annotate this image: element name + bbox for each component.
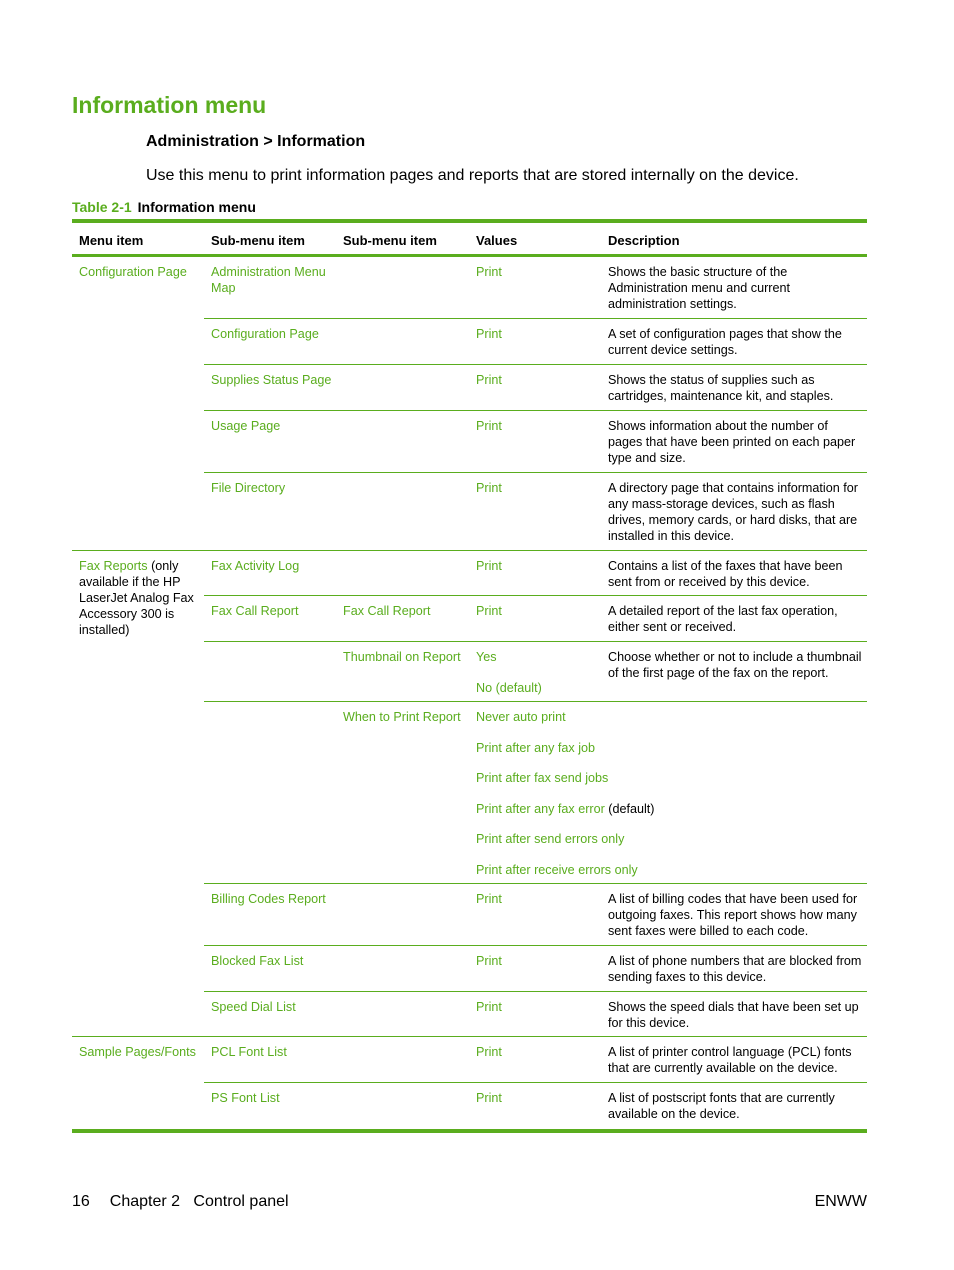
table-row <box>72 642 867 702</box>
table-row <box>72 473 867 551</box>
menu-item-link[interactable]: Sample Pages/Fonts <box>79 1045 196 1059</box>
menu-item-link[interactable]: Fax Reports <box>79 559 148 573</box>
description-text: A list of billing codes that have been used for outgoing faxes. This report shows how many sent faxes were billed to each code. <box>608 892 858 938</box>
value-link[interactable]: Print <box>476 1000 502 1014</box>
footer-chapter: Chapter 2 <box>109 1193 181 1210</box>
table-caption-number: Table 2-1 <box>72 199 132 215</box>
information-menu-table <box>72 219 867 1133</box>
table-row <box>72 702 867 884</box>
description-text: A set of configuration pages that show the current device settings. <box>608 327 842 357</box>
value-option[interactable]: Print after fax send jobs <box>476 771 609 786</box>
value-link[interactable]: Print <box>476 604 502 618</box>
description-text: A detailed report of the last fax operation, either sent or received. <box>608 604 838 634</box>
table-row <box>72 1083 867 1129</box>
sub-menu-item-link[interactable]: Fax Call Report <box>211 604 299 618</box>
table-caption-title: Information menu <box>137 199 256 215</box>
header-sub-menu-item: Sub-menu item <box>211 233 305 248</box>
value-option[interactable]: Print after any fax job <box>476 740 596 755</box>
description-text: A list of printer control language (PCL) fonts that are currently available on the device. <box>608 1045 852 1075</box>
value-link[interactable]: Print <box>476 1045 502 1059</box>
table-row <box>72 365 867 411</box>
table-row <box>72 946 867 992</box>
sub-menu-item-link[interactable]: Billing Codes Report <box>211 892 326 906</box>
sub-menu-item-2-link[interactable]: When to Print Report <box>343 710 461 724</box>
values-list <box>476 709 666 893</box>
sub-menu-item-link[interactable]: PCL Font List <box>211 1045 287 1059</box>
page-number: 16 <box>72 1193 90 1210</box>
intro-paragraph: Use this menu to print information pages and reports that are stored internally on the device. <box>146 167 799 184</box>
description-text: Shows information about the number of pages that have been printed on each paper type and size. <box>608 419 856 465</box>
footer-left <box>72 1193 289 1211</box>
description-text: Contains a list of the faxes that have been sent from or received by this device. <box>608 559 843 589</box>
description-text: Shows the speed dials that have been set up for this device. <box>608 1000 859 1030</box>
table-row <box>72 257 867 319</box>
table-row <box>72 319 867 365</box>
value-link[interactable]: Print <box>476 559 502 573</box>
value-option-no-default[interactable]: No (default) <box>476 680 542 695</box>
sub-menu-item-link[interactable]: Supplies Status Page <box>211 373 332 387</box>
table-caption <box>72 199 256 215</box>
header-description: Description <box>608 233 680 248</box>
sub-menu-item-link[interactable]: Configuration Page <box>211 327 319 341</box>
header-menu-item: Menu item <box>79 233 144 248</box>
menu-item-link[interactable]: Configuration Page <box>79 265 187 279</box>
table-row <box>72 411 867 473</box>
value-link[interactable]: Print <box>476 481 502 495</box>
description-text: Shows the status of supplies such as cartridges, maintenance kit, and staples. <box>608 373 834 403</box>
description-text: A list of postscript fonts that are currently available on the device. <box>608 1091 835 1121</box>
value-option[interactable]: Never auto print <box>476 710 566 724</box>
table-row <box>72 1037 867 1083</box>
sub-menu-item-link[interactable]: PS Font List <box>211 1091 280 1105</box>
sub-menu-item-link[interactable]: Administration Menu Map <box>211 265 326 295</box>
header-values: Values <box>476 233 518 248</box>
description-text: Choose whether or not to include a thumbnail of the first page of the fax on the report. <box>608 650 862 680</box>
value-link[interactable]: Print <box>476 265 502 279</box>
page-title: Information menu <box>72 92 267 118</box>
sub-menu-item-2-link[interactable]: Thumbnail on Report <box>343 650 461 664</box>
sub-menu-item-link[interactable]: Speed Dial List <box>211 1000 296 1014</box>
table-row <box>72 884 867 946</box>
description-text: A list of phone numbers that are blocked from sending faxes to this device. <box>608 954 862 984</box>
default-note: (default) <box>604 801 655 816</box>
table-header-row <box>72 223 867 257</box>
table-row <box>72 992 867 1037</box>
value-link[interactable]: Print <box>476 327 502 341</box>
value-option[interactable]: Print after any fax error <box>476 801 605 816</box>
value-option-default-row <box>476 801 666 832</box>
breadcrumb: Administration > Information <box>146 133 366 150</box>
value-link[interactable]: Print <box>476 892 502 906</box>
sub-menu-item-link[interactable]: Fax Activity Log <box>211 559 300 573</box>
sub-menu-item-link[interactable]: Usage Page <box>211 419 281 433</box>
footer-chapter-title: Control panel <box>193 1193 289 1210</box>
value-link[interactable]: Print <box>476 1091 502 1105</box>
value-option[interactable]: Print after send errors only <box>476 832 625 847</box>
value-option-yes[interactable]: Yes <box>476 650 497 664</box>
value-link[interactable]: Print <box>476 954 502 968</box>
value-link[interactable]: Print <box>476 373 502 387</box>
sub-menu-item-link[interactable]: File Directory <box>211 481 286 495</box>
value-option[interactable]: Print after receive errors only <box>476 862 638 877</box>
sub-menu-item-2-link[interactable]: Fax Call Report <box>343 604 431 618</box>
description-text: Shows the basic structure of the Administration menu and current administration settings. <box>608 265 791 311</box>
value-link[interactable]: Print <box>476 419 502 433</box>
sub-menu-item-link[interactable]: Blocked Fax List <box>211 954 304 968</box>
description-text: A directory page that contains information for any mass-storage devices, such as flash drives, memory cards, or hard disks, that are installed in this device. <box>608 481 858 543</box>
footer-right: ENWW <box>814 1193 867 1210</box>
table-row <box>72 596 867 642</box>
header-sub-menu-item-2: Sub-menu item <box>343 233 437 248</box>
menu-item-note: (only available if the HP LaserJet Analog Fax Accessory 300 is installed) <box>79 559 194 637</box>
